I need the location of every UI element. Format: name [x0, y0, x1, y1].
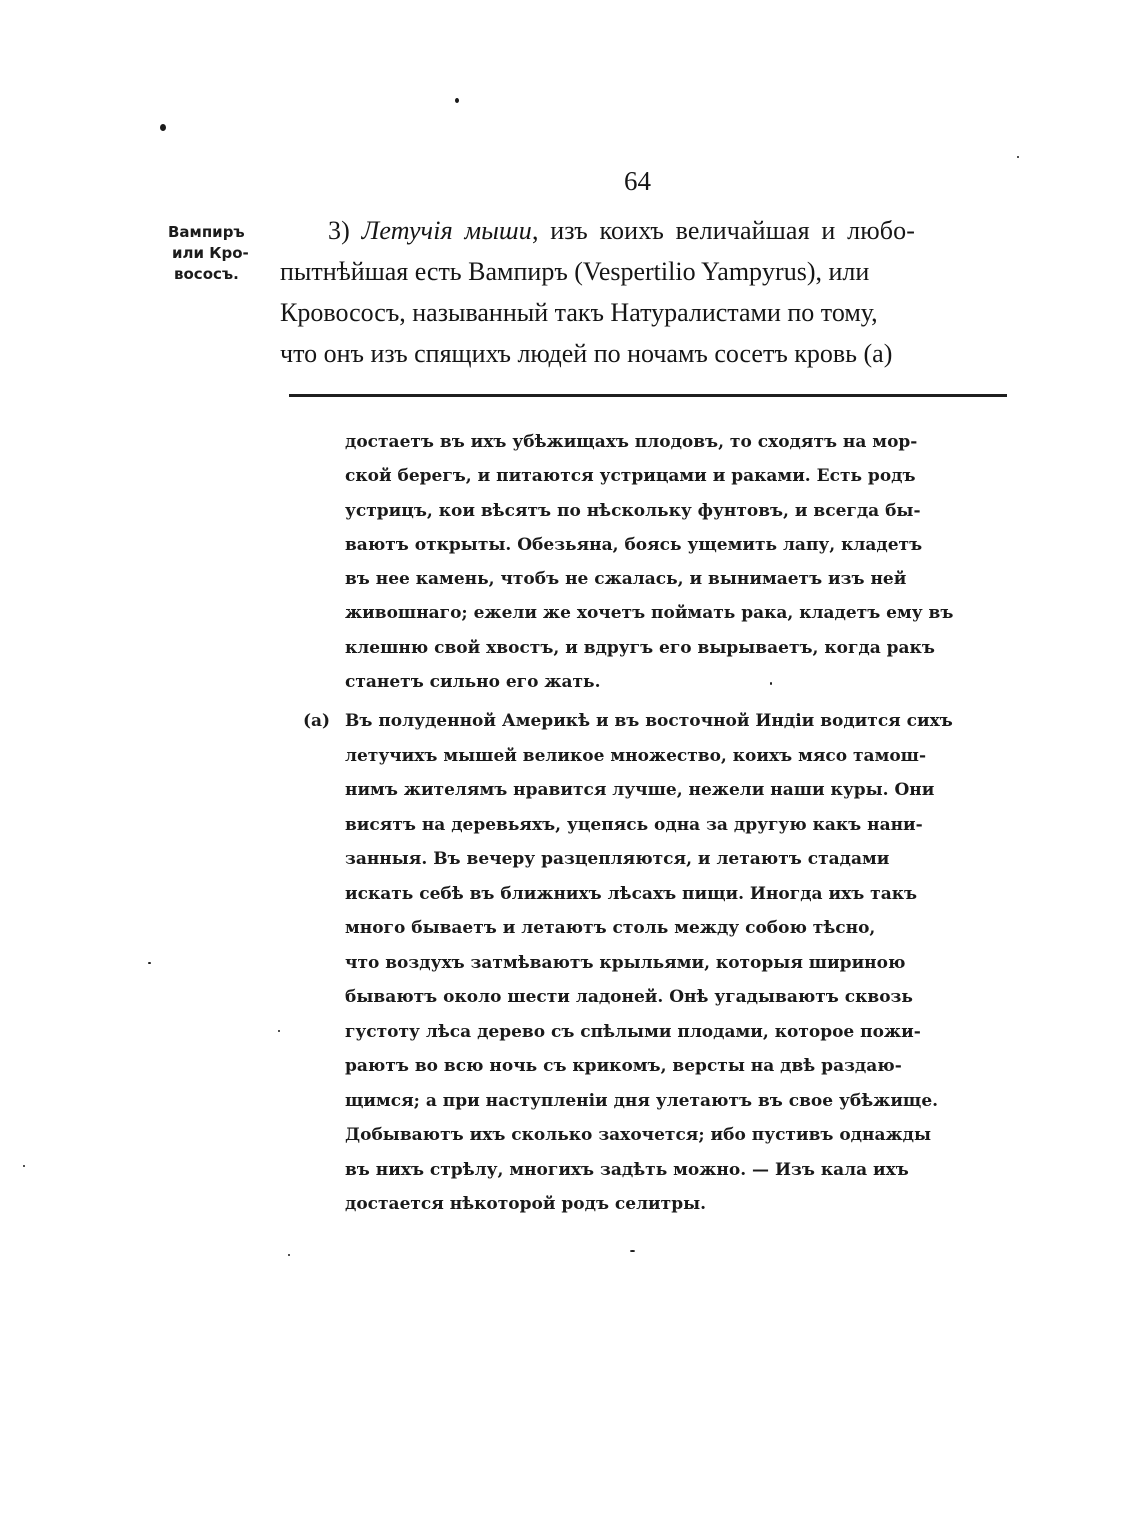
footnote-line: живошнаго; ежели же хочетъ поймать рака, кладетъ ему въ — [345, 603, 954, 624]
footnote-line: станетъ сильно его жать. — [345, 672, 601, 693]
main-line: Кровососъ, называнный такъ Натуралистами по тому, — [280, 298, 878, 327]
main-line: пытнѣйшая есть Вампиръ (Vespertilio Yampyrus), или — [280, 257, 870, 286]
footnote-a-line: много бываетъ и летаютъ столь между собою тѣсно, — [345, 918, 876, 938]
footnote-line: устрицъ, кои вѣсятъ по нѣскольку фунтовъ, и всегда бы- — [345, 500, 921, 521]
footnote-line: ваютъ открыты. Обезьяна, боясь ущемить лапу, кладетъ — [345, 534, 923, 555]
footnote-line: клешню свой хвостъ, и вдругъ его вырываетъ, когда ракъ — [345, 637, 935, 658]
footnote-a-line: Въ полуденной Америкѣ и въ восточной Индіи водится сихъ — [345, 711, 953, 731]
margin-note-line: Вампиръ — [168, 223, 245, 241]
section-number: 3) — [328, 216, 362, 245]
footnote-separator-rule — [289, 394, 1007, 397]
margin-note-line: вососъ. — [174, 265, 239, 283]
margin-note — [160, 222, 266, 285]
main-line-rest: , изъ коихъ величайшая и любо- — [531, 216, 916, 245]
footnote-a-line: достается нѣкоторой родъ селитры. — [345, 1194, 707, 1214]
footnote-a-line: раютъ во всю ночь съ крикомъ, версты на двѣ раздаю- — [345, 1056, 902, 1076]
footnote-a-line: въ нихъ стрѣлу, многихъ задѣть можно. — Изъ кала ихъ — [345, 1159, 909, 1180]
scan-speck — [148, 962, 151, 964]
footnote-line: въ нее камень, чтобъ не сжалась, и вынимаетъ изъ ней — [345, 569, 907, 590]
footnote-a-line: щимся; а при наступленіи дня улетаютъ въ свое убѣжище. — [345, 1090, 939, 1111]
footnote-a-line: висятъ на деревьяхъ, уцепясь одна за другую какъ нани- — [345, 814, 923, 835]
scan-speck — [288, 1254, 290, 1256]
section-heading: Летучія мыши — [361, 216, 532, 245]
main-line — [280, 210, 1016, 251]
footnote-a-line: Добываютъ ихъ сколько захочется; ибо пустивъ однажды — [345, 1125, 932, 1145]
footnote-a-line: занныя. Въ вечеру разцепляются, и летаютъ стадами — [345, 849, 890, 869]
footnote-a-body — [345, 704, 1017, 1222]
footnote-a-line: нимъ жителямъ нравится лучше, нежели наши куры. Они — [345, 780, 935, 800]
footnote-line: достаетъ въ ихъ убѣжищахъ плодовъ, то сходятъ на мор- — [345, 432, 918, 452]
scan-speck — [1017, 156, 1019, 158]
margin-note-line: или Кро- — [172, 244, 249, 262]
footnote-a-line: густоту лѣса дерево съ спѣлыми плодами, которое пожи- — [345, 1021, 921, 1042]
scan-speck — [630, 1250, 635, 1252]
footnote-a-line: искать себѣ въ ближнихъ лѣсахъ пищи. Иногда ихъ такъ — [345, 883, 918, 904]
footnote-marker: (a) — [303, 711, 331, 731]
footnote-a-line: что воздухъ затмѣваютъ крыльями, которыя шириною — [345, 952, 906, 973]
scan-speck — [160, 124, 166, 131]
main-line: что онъ изъ спящихъ людей по ночамъ сосетъ кровь (a) — [280, 339, 893, 368]
scan-speck — [23, 1165, 25, 1167]
footnote-a-line: летучихъ мышей великое множество, коихъ мясо тамош- — [345, 745, 926, 766]
footnote-a-line: бываютъ около шести ладоней. Онѣ угадываютъ сквозь — [345, 987, 913, 1007]
footnote-continuation — [345, 425, 1017, 699]
page-number: 64 — [624, 166, 651, 196]
scan-speck — [455, 98, 459, 103]
scan-speck — [278, 1030, 280, 1032]
footnote-line: ской берегъ, и питаются устрицами и раками. Есть родъ — [345, 466, 916, 487]
main-paragraph — [280, 210, 1016, 374]
